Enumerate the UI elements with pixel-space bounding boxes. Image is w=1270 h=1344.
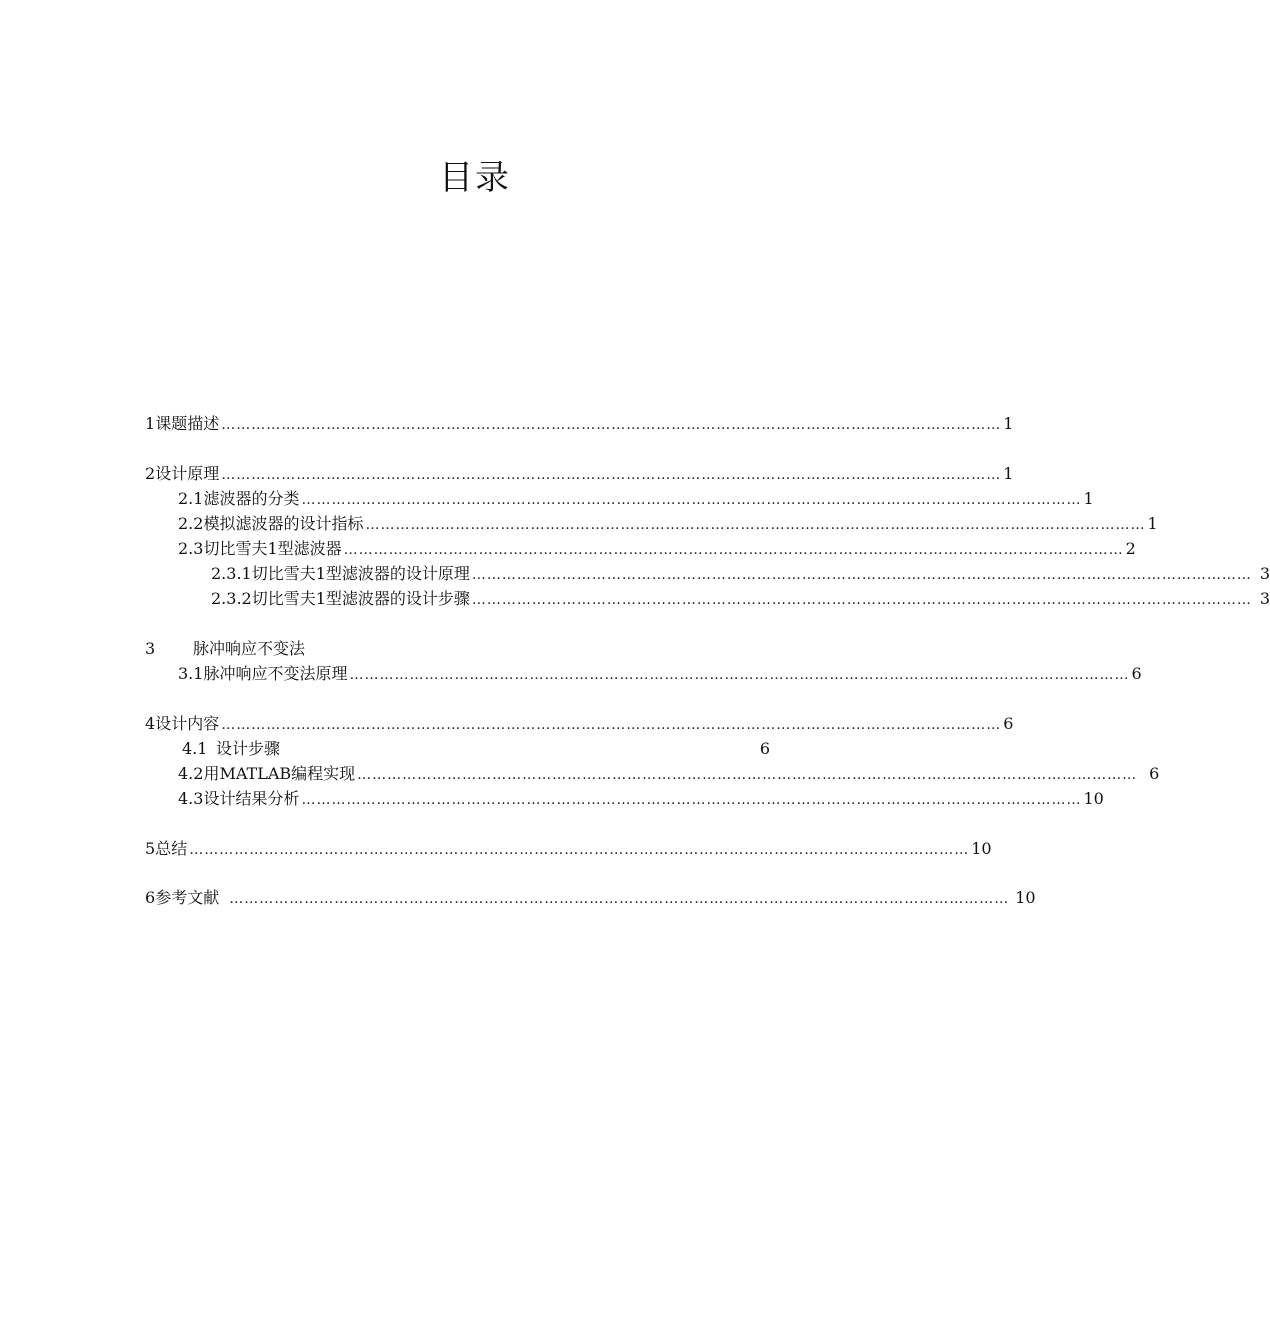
entry-number: 2.3.2 — [211, 589, 252, 608]
entry-page: 3 — [1259, 589, 1270, 608]
entry-number: 2.3 — [178, 539, 204, 558]
dot-leader: ………………………………………………………………………………………………………………………………………… — [301, 792, 1082, 808]
dot-leader: ………………………………………………………………………………………………………………………………………… — [349, 667, 1130, 683]
entry-title: 切比雪夫1型滤波器 — [203, 539, 342, 558]
entry-number: 6 — [145, 888, 156, 907]
toc-entry-5[interactable] — [145, 838, 992, 860]
entry-page: 1 — [1147, 514, 1158, 533]
dot-leader: ………………………………………………………………………………………………………………………………………… — [471, 592, 1252, 608]
toc-entry-2[interactable] — [145, 463, 1014, 485]
dot-leader: ………………………………………………………………………………………………………………………………………… — [221, 717, 1002, 733]
entry-number: 4.2 — [178, 764, 204, 783]
entry-title: 总结 — [155, 839, 188, 858]
entry-page: 1 — [1083, 489, 1094, 508]
toc-entry-2-3-1[interactable] — [211, 563, 1270, 585]
entry-number: 2.1 — [178, 489, 204, 508]
entry-title: 设计原理 — [155, 464, 220, 483]
entry-number: 2.2 — [178, 514, 204, 533]
entry-page: 3 — [1259, 564, 1270, 583]
toc-entry-2-3[interactable] — [178, 538, 1136, 560]
toc-entry-3[interactable] — [145, 638, 765, 660]
dot-leader: ………………………………………………………………………………………………………………………………………… — [221, 417, 1002, 433]
entry-number: 4.3 — [178, 789, 204, 808]
toc-entry-2-2[interactable] — [178, 513, 1158, 535]
dot-leader: ………………………………………………………………………………………………………………………………………… — [189, 842, 970, 858]
entry-page: 1 — [1003, 464, 1014, 483]
toc-entry-2-1[interactable] — [178, 488, 1094, 510]
dot-leader: ………………………………………………………………………………………………………………………………………… — [301, 492, 1082, 508]
entry-number: 3.1 — [178, 664, 204, 683]
dot-leader: ………………………………………………………………………………………………………………………………………… — [365, 517, 1146, 533]
dot-leader: ………………………………………………………………………………………………………………………………………… — [229, 891, 1010, 907]
entry-title: 用MATLAB编程实现 — [203, 764, 356, 783]
entry-page: 10 — [1083, 789, 1104, 808]
dot-leader: ………………………………………………………………………………………………………………………………………… — [471, 567, 1252, 583]
toc-entry-1[interactable] — [145, 413, 1014, 435]
toc-entry-4-3[interactable] — [178, 788, 1104, 810]
toc-entry-6[interactable] — [145, 887, 1036, 909]
entry-title: 设计结果分析 — [203, 789, 300, 808]
entry-title: 设计步骤 — [216, 739, 281, 758]
entry-title: 滤波器的分类 — [203, 489, 300, 508]
entry-number: 5 — [145, 839, 156, 858]
entry-title: 设计内容 — [155, 714, 220, 733]
entry-page: 2 — [1125, 539, 1136, 558]
entry-number: 2.3.1 — [211, 564, 252, 583]
entry-page: 1 — [1003, 414, 1014, 433]
entry-title: 课题描述 — [155, 414, 220, 433]
toc-entry-4-1[interactable] — [182, 738, 770, 760]
dot-leader: ………………………………………………………………………………………………………………………………………… — [221, 467, 1002, 483]
entry-page: 10 — [1015, 888, 1036, 907]
entry-title: 脉冲响应不变法 — [193, 639, 306, 658]
page-title: 目录 — [439, 158, 511, 198]
entry-page: 6 — [1003, 714, 1014, 733]
entry-page: 10 — [971, 839, 992, 858]
toc-entry-4-2[interactable] — [178, 763, 1160, 785]
entry-number: 2 — [145, 464, 156, 483]
entry-page: 6 — [759, 739, 770, 758]
entry-title: 脉冲响应不变法原理 — [203, 664, 348, 683]
entry-number: 4.1 — [182, 739, 208, 758]
entry-number: 3 — [145, 639, 156, 658]
entry-title: 模拟滤波器的设计指标 — [203, 514, 364, 533]
entry-title: 参考文献 — [155, 888, 220, 907]
dot-leader: ………………………………………………………………………………………………………………………………………… — [343, 542, 1124, 558]
entry-title: 切比雪夫1型滤波器的设计步骤 — [251, 589, 470, 608]
toc-entry-2-3-2[interactable] — [211, 588, 1270, 610]
dot-leader: ………………………………………………………………………………………………………………………………………… — [357, 767, 1138, 783]
entry-number: 4 — [145, 714, 156, 733]
entry-title: 切比雪夫1型滤波器的设计原理 — [251, 564, 470, 583]
entry-page: 6 — [1131, 664, 1142, 683]
entry-page: 6 — [1149, 764, 1160, 783]
toc-entry-4[interactable] — [145, 713, 1014, 735]
entry-number: 1 — [145, 414, 156, 433]
toc-entry-3-1[interactable] — [178, 663, 1142, 685]
